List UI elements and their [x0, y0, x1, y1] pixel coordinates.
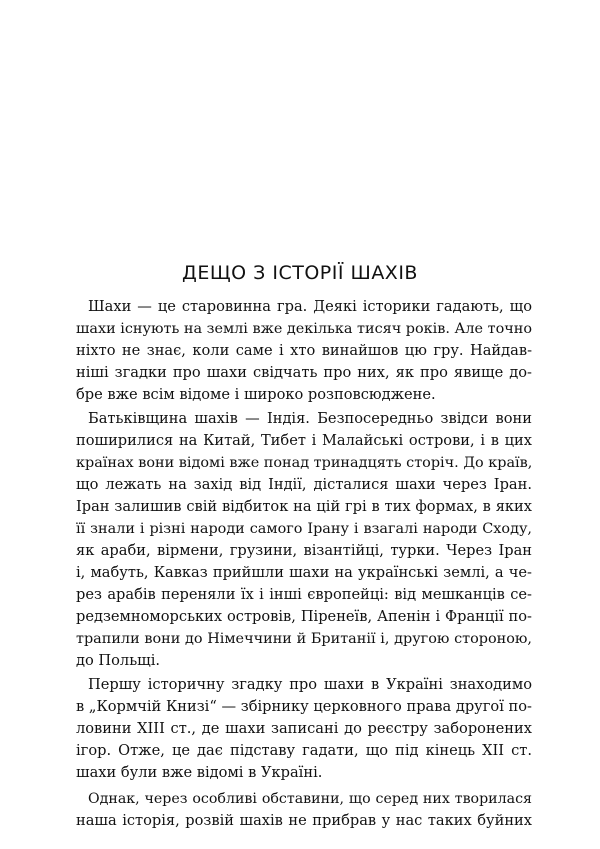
text-line: рез арабів переняли їх і інші європейці: від мешканців се-: [76, 586, 532, 603]
text-line: Батьківщина шахів — Індія. Безпосередньо звідси вони: [88, 410, 532, 427]
text-line: Шахи — це старовинна гра. Деякі історики гадають, що: [88, 298, 532, 315]
text-line: в „Кормчій Книзі“ — збірнику церковного права другої по-: [76, 698, 532, 715]
text-line: і, мабуть, Кавказ прийшли шахи на українські землі, а че-: [76, 564, 532, 581]
text-line: наша історія, розвій шахів не прибрав у нас таких буйних: [76, 812, 532, 829]
text-line: ніші згадки про шахи свідчать про них, як про явище до-: [76, 364, 532, 381]
text-line: ловини XIII ст., де шахи записані до реєстру заборонених: [76, 720, 532, 737]
text-line: Першу історичну згадку про шахи в Україні знаходимо: [88, 676, 532, 693]
text-line: бре вже всім відоме і широко розповсюджене.: [76, 386, 436, 403]
text-line: поширилися на Китай, Тибет і Малайські острови, і в цих: [76, 432, 532, 449]
text-line: її знали і різні народи самого Ірану і взагалі народи Сходу,: [76, 521, 532, 537]
text-line: ніхто не знає, коли саме і хто винайшов цю гру. Найдав-: [76, 342, 532, 359]
text-line: ігор. Отже, це дає підставу гадати, що під кінець XII ст.: [76, 742, 532, 759]
text-line: шахи існують на землі вже декілька тисяч років. Але точно: [76, 321, 532, 337]
text-line: редземноморських островів, Піренеїв, Апенін і Франції по-: [76, 608, 532, 625]
page-title: ДЕЩО З ІСТОРІЇ ШАХІВ: [182, 262, 418, 284]
text-line: трапили вони до Німеччини й Британії і, другою стороною,: [76, 631, 532, 647]
text-line: шахи були вже відомі в Україні.: [76, 764, 323, 781]
text-line: що лежать на захід від Індії, дісталися шахи через Іран.: [76, 476, 532, 493]
text-line: Іран залишив свій відбиток на цій грі в тих формах, в яких: [76, 498, 532, 515]
text-line: як араби, вірмени, грузини, візантійці, турки. Через Іран: [76, 542, 532, 559]
text-line: країнах вони відомі вже понад тринадцять сторіч. До країв,: [76, 455, 532, 471]
text-line: Однак, через особливі обставини, що серед них творилася: [88, 791, 532, 807]
text-line: до Польщі.: [76, 652, 161, 669]
